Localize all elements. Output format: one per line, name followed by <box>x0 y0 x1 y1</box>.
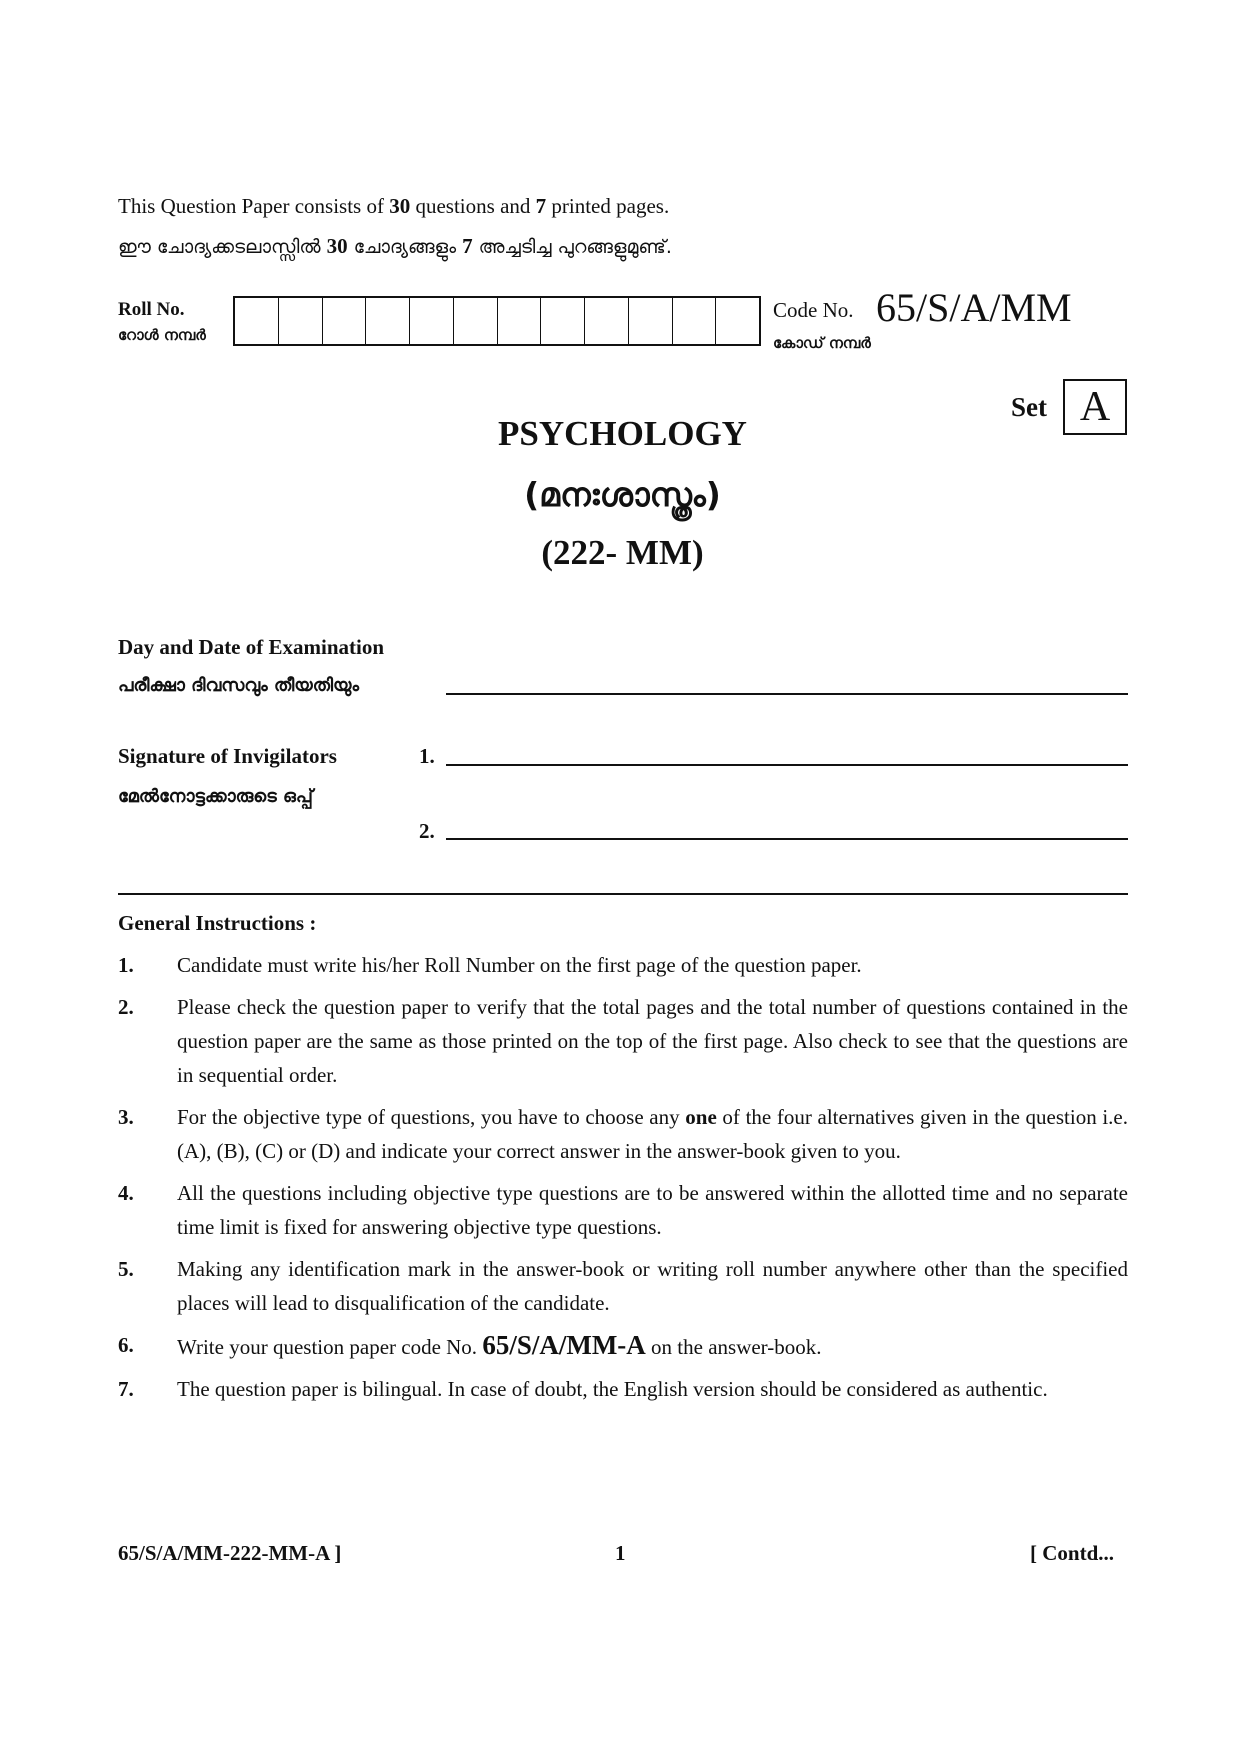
invigilator-2-signature-field[interactable] <box>446 838 1128 840</box>
roll-digit-box[interactable] <box>410 298 454 344</box>
instruction-text: Making any identification mark in the answer-book or writing roll number anywhere other than the specified places will lead to disqualification of the candidate. <box>177 1257 1128 1315</box>
roll-number-label: Roll No. <box>118 299 185 320</box>
instruction-item <box>118 1176 1128 1244</box>
instruction-number: 6. <box>118 1333 134 1357</box>
invigilator-signature-label: Signature of Invigilators <box>118 744 337 768</box>
invigilator-2-number: 2. <box>419 819 435 843</box>
instructions-list <box>118 948 1128 1406</box>
instruction-item <box>118 990 1128 1092</box>
instruction-item <box>118 1100 1128 1168</box>
footer-code: 65/S/A/MM-222-MM-A ] <box>118 1541 342 1565</box>
invigilator-1-number: 1. <box>419 744 435 768</box>
roll-number-boxes[interactable] <box>233 296 761 346</box>
section-divider <box>118 893 1128 895</box>
instruction-item <box>118 1252 1128 1320</box>
set-value: A <box>1079 384 1111 430</box>
page-number: 1 <box>615 1541 626 1565</box>
instruction-text: The question paper is bilingual. In case of doubt, the English version should be considered as authentic. <box>177 1377 1048 1401</box>
subject-title-ml: (മനഃശാസ്ത്രം) <box>524 475 721 514</box>
roll-digit-box[interactable] <box>716 298 759 344</box>
instruction-text: Candidate must write his/her Roll Number on the first page of the question paper. <box>177 953 862 977</box>
code-number-label-ml: കോഡ് നമ്പർ <box>773 334 871 352</box>
exam-date-label: Day and Date of Examination <box>118 635 385 659</box>
instruction-text: All the questions including objective type questions are to be answered within the allotted time and no separate time limit is fixed for answering objective type questions. <box>177 1181 1128 1239</box>
code-number-value: 65/S/A/MM <box>876 285 1072 330</box>
exam-date-label-ml: പരീക്ഷാ ദിവസവും തീയതിയും <box>118 675 359 696</box>
instruction-number: 1. <box>118 953 134 977</box>
roll-digit-box[interactable] <box>366 298 410 344</box>
roll-digit-box[interactable] <box>454 298 498 344</box>
instruction-item <box>118 1372 1128 1406</box>
roll-digit-box[interactable] <box>541 298 585 344</box>
roll-number-label-ml: റോൾ നമ്പർ <box>118 326 206 344</box>
paper-summary-ml: ഈ ചോദ്യക്കടലാസ്സിൽ 30 ചോദ്യങ്ങളും 7 അച്ചടിച്ച പുറങ്ങളുമുണ്ട്. <box>118 234 672 258</box>
exam-date-field[interactable] <box>446 693 1128 695</box>
subject-title: PSYCHOLOGY <box>498 414 747 453</box>
invigilator-signature-label-ml: മേൽനോട്ടക്കാരുടെ ഒപ്പ് <box>118 786 313 807</box>
roll-digit-box[interactable] <box>235 298 279 344</box>
roll-digit-box[interactable] <box>585 298 629 344</box>
instruction-number: 5. <box>118 1257 134 1281</box>
subject-code: (222- MM) <box>541 533 704 572</box>
roll-digit-box[interactable] <box>323 298 367 344</box>
instruction-text: Please check the question paper to verify that the total pages and the total number of questions contained in the question paper are the same as those printed on the top of the first page. Also check to see that the questions are in sequential order. <box>177 995 1128 1087</box>
instruction-number: 7. <box>118 1377 134 1401</box>
instruction-number: 3. <box>118 1105 134 1129</box>
instruction-number: 4. <box>118 1181 134 1205</box>
instruction-number: 2. <box>118 995 134 1019</box>
roll-digit-box[interactable] <box>279 298 323 344</box>
paper-summary-en: This Question Paper consists of 30 questions and 7 printed pages. <box>118 194 670 218</box>
roll-digit-box[interactable] <box>629 298 673 344</box>
invigilator-1-signature-field[interactable] <box>446 764 1128 766</box>
roll-digit-box[interactable] <box>498 298 542 344</box>
instructions-heading: General Instructions : <box>118 911 317 935</box>
instruction-text: Write your question paper code No. 65/S/A/MM-A on the answer-book. <box>177 1330 822 1360</box>
code-number-label: Code No. <box>773 298 854 322</box>
set-label: Set <box>1011 392 1047 422</box>
instruction-text: For the objective type of questions, you have to choose any one of the four alternatives given in the question i.e. (A), (B), (C) or (D) and indicate your correct answer in the answer-book given to you. <box>177 1105 1129 1163</box>
roll-digit-box[interactable] <box>673 298 717 344</box>
instruction-item <box>118 1328 1128 1364</box>
instruction-item <box>118 948 1128 982</box>
continued-label: [ Contd... <box>1030 1541 1115 1565</box>
